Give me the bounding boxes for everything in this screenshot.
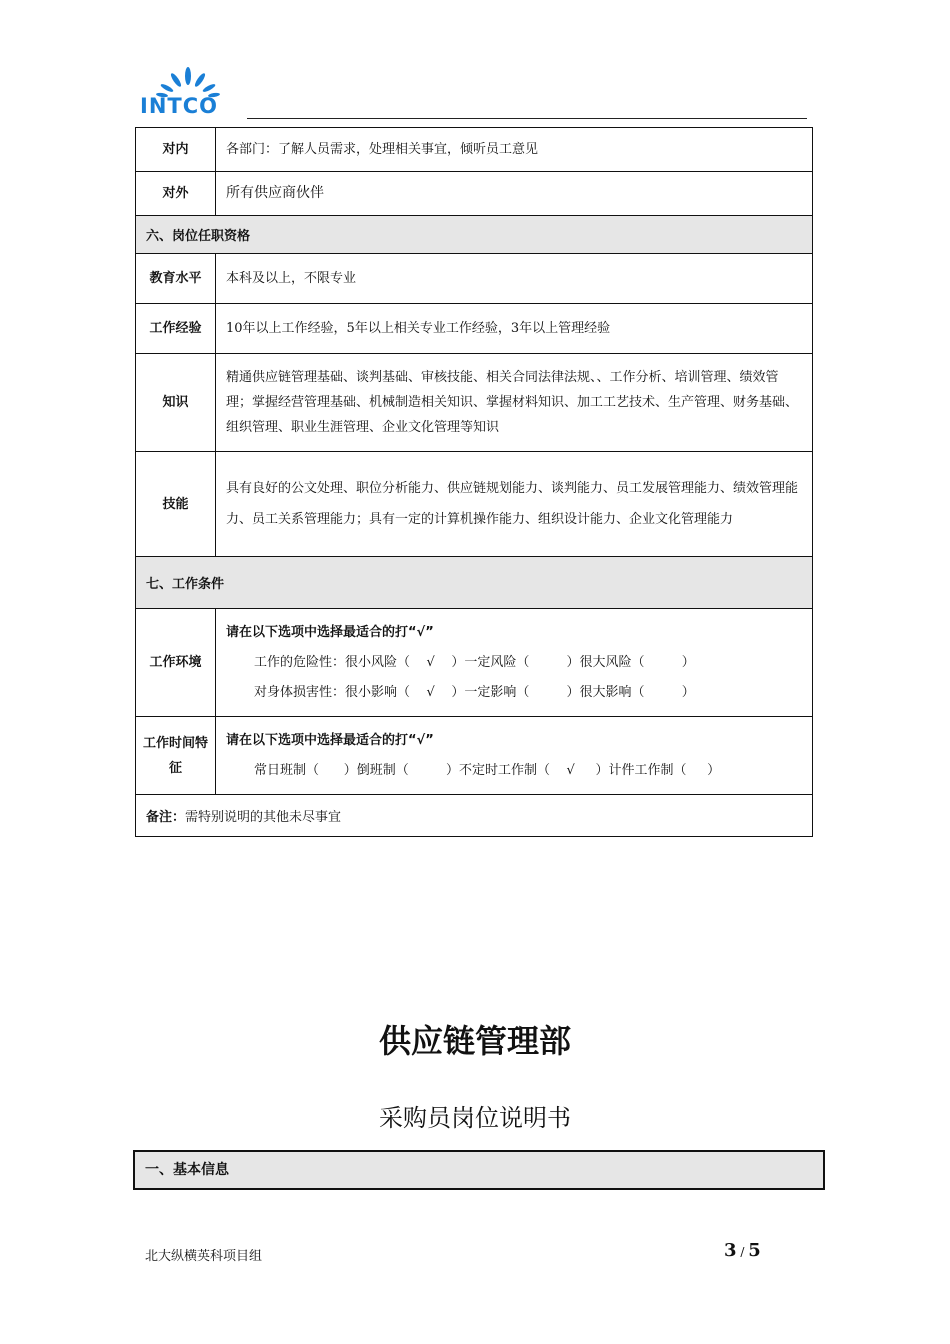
- work-environment-label: 工作环境: [136, 609, 216, 717]
- section-basic-info-title: 一、基本信息: [133, 1150, 825, 1190]
- internal-label: 对内: [136, 128, 216, 172]
- skills-value: 具有良好的公文处理、职位分析能力、供应链规划能力、谈判能力、员工发展管理能力、绩效管理能力、员工关系管理能力；具有一定的计算机操作能力、组织设计能力、企业文化管理能力: [216, 452, 813, 557]
- table-row: [136, 254, 813, 304]
- work-time-cell: [216, 717, 813, 795]
- section-qualifications-title: 六、岗位任职资格: [136, 216, 813, 254]
- note-label: 备注：: [146, 810, 186, 825]
- header-rule: [247, 118, 807, 119]
- table-row: [136, 557, 813, 609]
- total-pages: 5: [748, 1240, 761, 1261]
- education-label: 教育水平: [136, 254, 216, 304]
- current-page: 3: [724, 1240, 737, 1261]
- env-hazard-options: 工作的危险性：很小风险（ √ ）一定风险（ ）很大风险（ ）: [254, 654, 695, 670]
- env-body-harm-options: 对身体损害性：很小影响（ √ ）一定影响（ ）很大影响（ ）: [254, 684, 695, 700]
- table-row: [136, 354, 813, 452]
- intco-logo: [140, 64, 250, 120]
- external-value: 所有供应商伙伴: [216, 172, 813, 216]
- env-instruction: 请在以下选项中选择最适合的打“√”: [226, 624, 434, 640]
- table-row: [136, 172, 813, 216]
- internal-value: 各部门：了解人员需求，处理相关事宜，倾听员工意见: [216, 128, 813, 172]
- knowledge-label: 知识: [136, 354, 216, 452]
- section-conditions-title: 七、工作条件: [136, 557, 813, 609]
- time-shift-options: 常日班制（ ）倒班制（ ）不定时工作制（ √ ）计件工作制（ ）: [254, 762, 721, 778]
- table-row: [136, 717, 813, 795]
- sun-rays-icon: [140, 64, 250, 98]
- external-label: 对外: [136, 172, 216, 216]
- education-value: 本科及以上，不限专业: [216, 254, 813, 304]
- experience-label: 工作经验: [136, 304, 216, 354]
- work-environment-cell: [216, 609, 813, 717]
- table-row: [136, 304, 813, 354]
- footer-organization: 北大纵横英科项目组: [145, 1249, 263, 1264]
- table-row: [136, 452, 813, 557]
- table-row: [136, 609, 813, 717]
- table-row: [136, 128, 813, 172]
- time-instruction: 请在以下选项中选择最适合的打“√”: [226, 732, 434, 748]
- table-row: [136, 216, 813, 254]
- knowledge-value: 精通供应链管理基础、谈判基础、审核技能、相关合同法律法规、、工作分析、培训管理、绩效管理；掌握经营管理基础、机械制造相关知识、掌握材料知识、加工工艺技术、生产管理、财务基础、组织管理、职业生涯管理、企业文化管理等知识: [216, 354, 813, 452]
- document-title: 采购员岗位说明书: [379, 1104, 571, 1132]
- note-cell: [136, 795, 813, 837]
- work-time-label: 工作时间特征: [136, 717, 216, 795]
- note-value: 需特别说明的其他未尽事宜: [185, 810, 342, 825]
- skills-label: 技能: [136, 452, 216, 557]
- table-row: [136, 795, 813, 837]
- page-number: 3 / 5: [724, 1240, 761, 1261]
- logo-text: INTCO: [140, 94, 218, 118]
- department-title: 供应链管理部: [378, 1022, 571, 1060]
- experience-value: 10年以上工作经验，5年以上相关专业工作经验，3年以上管理经验: [216, 304, 813, 354]
- job-description-table: [135, 127, 813, 837]
